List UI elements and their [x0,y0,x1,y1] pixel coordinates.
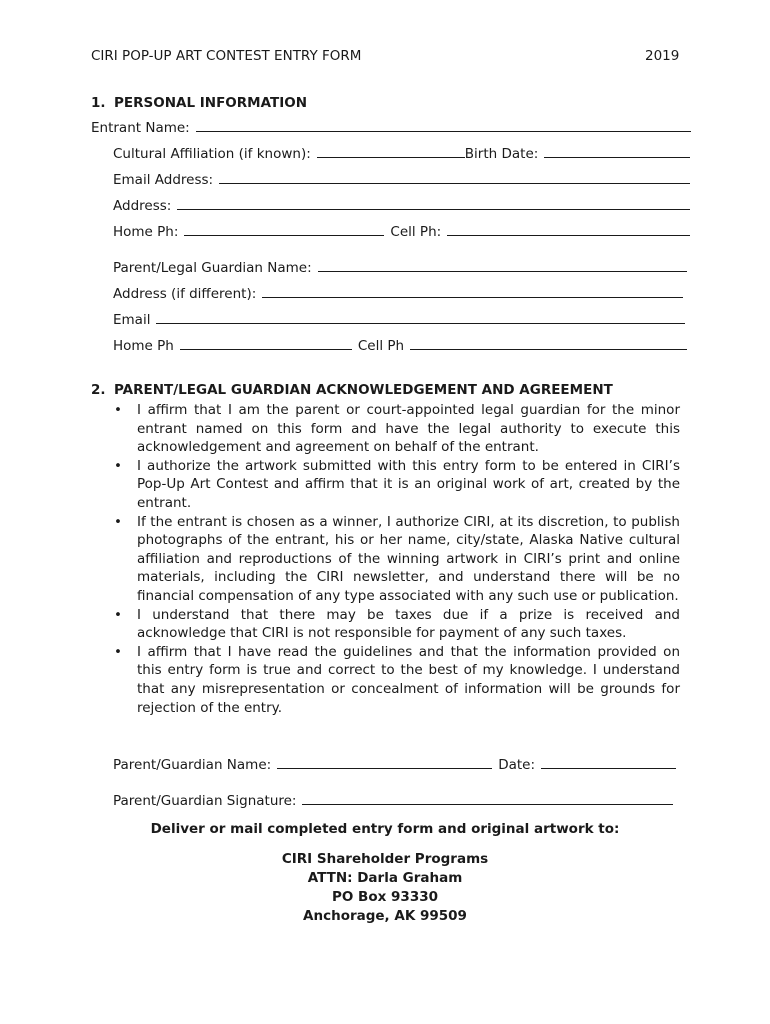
guardian-sign-name-row [113,757,676,773]
address-row [113,198,690,214]
birth-date-label: Birth Date: [464,146,539,162]
guardian-email-label: Email [113,312,151,328]
guardian-signature-row [113,793,673,809]
address-line: ATTN: Darla Graham [307,870,463,886]
bullet-text: I authorize the artwork submitted with this entry form to be entered in CIRI’s Pop-Up Art Contest and affirm that it is an original work of art, created by the entrant. [137,457,680,511]
bullet-icon: • [114,457,122,474]
home-ph-field[interactable] [184,235,384,236]
home-ph-label: Home Ph: [113,224,179,240]
list-item [113,606,680,643]
email-address-row [113,172,690,188]
guardian-home-ph-field[interactable] [180,349,352,350]
guardian-cell-ph-label: Cell Ph [357,338,405,354]
guardian-phone-row [113,338,687,354]
section-2-number: 2. [91,382,106,398]
parent-guardian-name-field[interactable] [277,768,492,769]
form-year: 2019 [645,48,680,64]
cell-ph-field[interactable] [447,235,690,236]
form-title: CIRI POP-UP ART CONTEST ENTRY FORM [91,48,362,64]
section-1-title: PERSONAL INFORMATION [114,95,308,111]
section-2-title: PARENT/LEGAL GUARDIAN ACKNOWLEDGEMENT AND AGREEMENT [114,382,613,398]
bullet-icon: • [114,643,122,660]
cultural-affiliation-field[interactable] [317,157,465,158]
guardian-cell-ph-field[interactable] [410,349,687,350]
agreement-bullet-list [113,401,680,717]
guardian-email-row [113,312,685,328]
delivery-instruction: Deliver or mail completed entry form and original artwork to: [150,821,620,837]
guardian-name-field[interactable] [318,271,687,272]
bullet-icon: • [114,606,122,623]
section-2-heading [91,382,613,398]
date-field[interactable] [541,768,676,769]
birth-date-field[interactable] [544,157,690,158]
bullet-icon: • [114,402,122,418]
address-label: Address: [113,198,172,214]
address-if-different-field[interactable] [262,297,683,298]
section-1-heading [91,95,307,111]
email-address-label: Email Address: [113,172,214,188]
section-1-number: 1. [91,95,106,111]
list-item [113,513,680,606]
address-if-different-label: Address (if different): [113,286,257,302]
entrant-name-label: Entrant Name: [91,120,190,136]
address-line: CIRI Shareholder Programs [281,851,489,867]
mailing-address [0,850,770,926]
list-item [113,457,680,513]
entrant-name-field[interactable] [196,131,691,132]
date-label: Date: [498,757,536,773]
address-line: Anchorage, AK 99509 [303,908,467,924]
signature-field[interactable] [302,804,673,805]
cell-ph-label: Cell Ph: [390,224,442,240]
guardian-name-row [113,260,687,276]
cultural-affiliation-label: Cultural Affiliation (if known): [113,146,311,162]
parent-guardian-name-label: Parent/Guardian Name: [113,757,272,773]
bullet-text: I understand that there may be taxes due if a prize is received and acknowledge that CIRI is not responsible for payment of any such taxes. [137,606,680,642]
affiliation-row [113,146,690,162]
email-address-field[interactable] [219,183,690,184]
list-item [113,643,680,717]
entrant-name-row [91,120,691,136]
bullet-text: I affirm that I am the parent or court-appointed legal guardian for the minor entrant named on this form and have the legal authority to execute this acknowledgement and agreement on behalf of the entrant. [137,402,680,456]
bullet-text: I affirm that I have read the guidelines and that the information provided on this entry form is true and correct to the best of my knowledge. I understand that any misrepresentation or concealment of information will be grounds for rejection of the entry. [137,643,680,716]
guardian-email-field[interactable] [156,323,685,324]
address-field[interactable] [177,209,690,210]
phone-row [113,224,690,240]
signature-label: Parent/Guardian Signature: [113,793,297,809]
guardian-name-label: Parent/Legal Guardian Name: [113,260,312,276]
list-item [113,401,680,457]
address-line: PO Box 93330 [331,889,438,905]
guardian-address-row [113,286,683,302]
bullet-icon: • [114,513,122,530]
guardian-home-ph-label: Home Ph [113,338,174,354]
bullet-text: If the entrant is chosen as a winner, I authorize CIRI, at its discretion, to publish photographs of the entrant, his or her name, city/state, Alaska Native cultural affiliation and reproductions of the winning artwork in CIRI’s print and online materials, including the CIRI newsletter, and understand there will be no financial compensation of any type associated with any such use or publication. [137,513,680,604]
